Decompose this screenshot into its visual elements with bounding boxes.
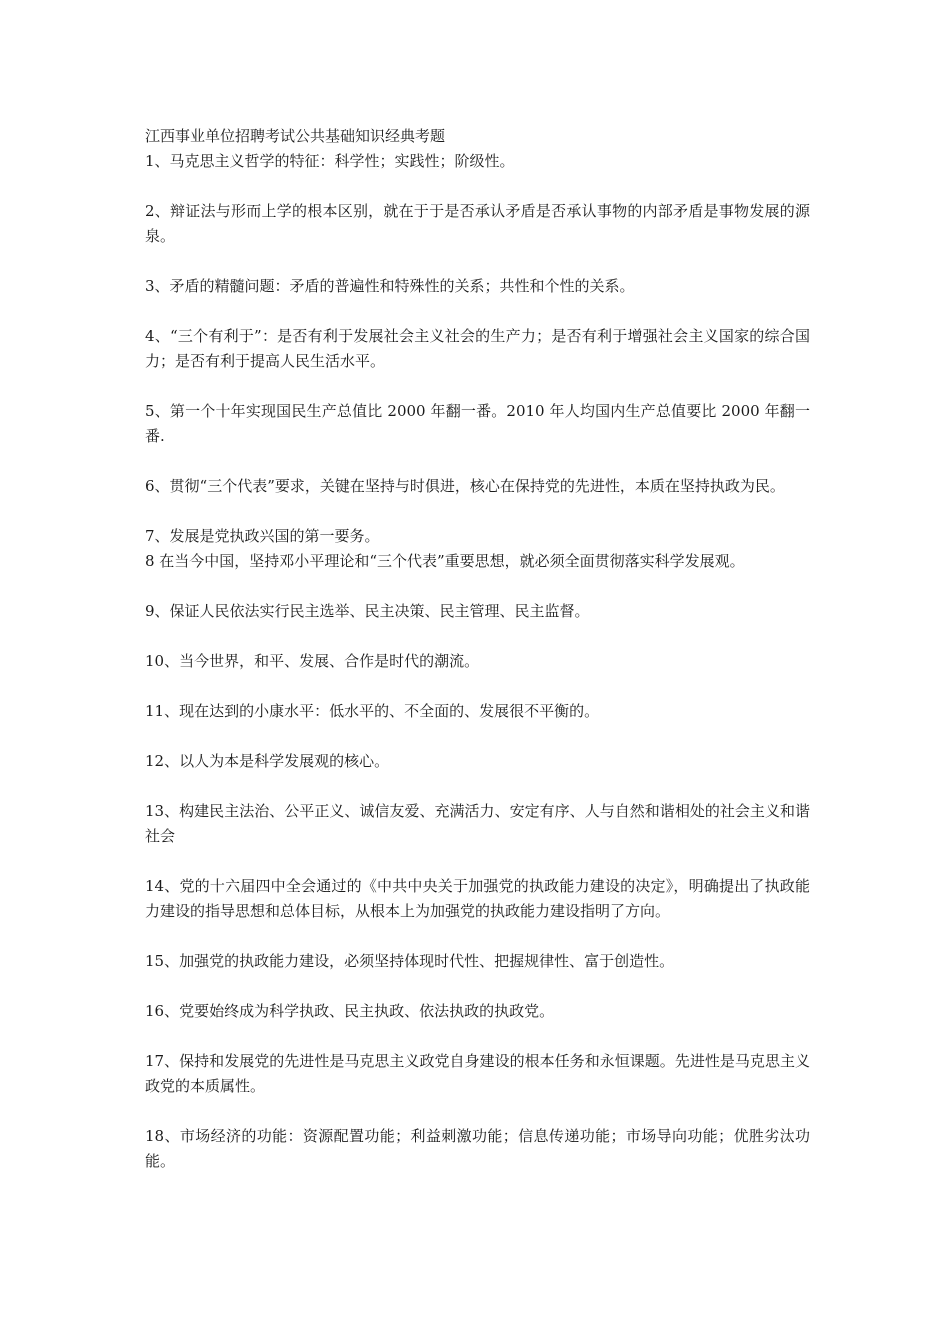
paragraph-gap xyxy=(145,174,810,199)
question-item-16: 16、党要始终成为科学执政、民主执政、依法执政的执政党。 xyxy=(145,1002,555,1020)
paragraph-gap xyxy=(145,924,810,949)
question-item-1: 1、马克思主义哲学的特征：科学性；实践性；阶级性。 xyxy=(145,152,515,170)
question-item-18: 18、市场经济的功能：资源配置功能；利益刺激功能；信息传递功能；市场导向功能；优胜劣汰功能。 xyxy=(145,1127,810,1170)
paragraph-gap xyxy=(145,774,810,799)
question-item-11: 11、现在达到的小康水平：低水平的、不全面的、发展很不平衡的。 xyxy=(145,702,600,720)
question-item-13: 13、构建民主法治、公平正义、诚信友爱、充满活力、安定有序、人与自然和谐相处的社会主义和谐社会 xyxy=(145,802,810,845)
paragraph-gap xyxy=(145,849,810,874)
question-item-2: 2、辩证法与形而上学的根本区别，就在于于是否承认矛盾是否承认事物的内部矛盾是事物发展的源泉。 xyxy=(145,202,810,245)
paragraph-gap xyxy=(145,499,810,524)
question-item-6: 6、贯彻“三个代表”要求，关键在坚持与时俱进，核心在保持党的先进性，本质在坚持执政为民。 xyxy=(145,477,785,495)
paragraph-gap xyxy=(145,674,810,699)
question-item-5: 5、第一个十年实现国民生产总值比 2000 年翻一番。2010 年人均国内生产总值要比 2000 年翻一番. xyxy=(145,402,810,445)
paragraph-gap xyxy=(145,449,810,474)
question-item-7: 7、发展是党执政兴国的第一要务。 xyxy=(145,527,380,545)
question-item-14: 14、党的十六届四中全会通过的《中共中央关于加强党的执政能力建设的决定》，明确提出了执政能力建设的指导思想和总体目标，从根本上为加强党的执政能力建设指明了方向。 xyxy=(145,877,810,920)
paragraph-gap xyxy=(145,1024,810,1049)
question-item-10: 10、当今世界，和平、发展、合作是时代的潮流。 xyxy=(145,652,480,670)
question-item-8: 8 在当今中国，坚持邓小平理论和“三个代表”重要思想，就必须全面贯彻落实科学发展观。 xyxy=(145,552,745,570)
question-item-12: 12、以人为本是科学发展观的核心。 xyxy=(145,752,390,770)
paragraph-gap xyxy=(145,1099,810,1124)
paragraph-gap xyxy=(145,574,810,599)
question-item-4: 4、“三个有利于”：是否有利于发展社会主义社会的生产力；是否有利于增强社会主义国家的综合国力；是否有利于提高人民生活水平。 xyxy=(145,327,810,370)
paragraph-gap xyxy=(145,249,810,274)
document-title: 江西事业单位招聘考试公共基础知识经典考题 xyxy=(145,127,446,145)
question-item-15: 15、加强党的执政能力建设，必须坚持体现时代性、把握规律性、富于创造性。 xyxy=(145,952,675,970)
paragraph-gap xyxy=(145,624,810,649)
question-item-9: 9、保证人民依法实行民主选举、民主决策、民主管理、民主监督。 xyxy=(145,602,590,620)
question-item-17: 17、保持和发展党的先进性是马克思主义政党自身建设的根本任务和永恒课题。先进性是马克思主义政党的本质属性。 xyxy=(145,1052,810,1095)
paragraph-gap xyxy=(145,724,810,749)
paragraph-gap xyxy=(145,974,810,999)
paragraph-gap xyxy=(145,374,810,399)
paragraph-gap xyxy=(145,299,810,324)
document-page xyxy=(145,124,810,1174)
question-item-3: 3、矛盾的精髓问题：矛盾的普遍性和特殊性的关系；共性和个性的关系。 xyxy=(145,277,635,295)
